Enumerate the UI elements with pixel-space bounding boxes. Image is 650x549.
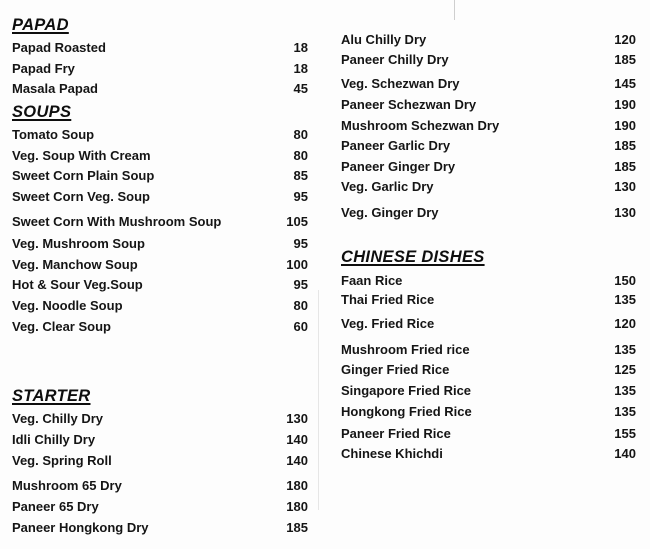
menu-item-price: 140 (286, 432, 308, 447)
menu-item-row (12, 520, 308, 538)
menu-item-name: Faan Rice (341, 273, 403, 288)
menu-item-price: 185 (286, 520, 308, 535)
menu-item-row (341, 32, 636, 50)
menu-item-row (12, 499, 308, 517)
menu-item-row (12, 127, 308, 145)
menu-item-row (12, 277, 308, 295)
menu-item-name: Veg. Manchow Soup (12, 257, 138, 272)
menu-item-name: Singapore Fried Rice (341, 383, 472, 398)
menu-item-row (341, 179, 636, 197)
menu-item-name: Paneer Schezwan Dry (341, 97, 477, 112)
scan-divider-top (454, 0, 455, 20)
menu-item-name: Veg. Fried Rice (341, 316, 435, 331)
menu-item-price: 18 (293, 61, 308, 76)
menu-item-row (341, 383, 636, 401)
menu-item-name: Papad Fry (12, 61, 75, 76)
menu-item-name: Paneer Garlic Dry (341, 138, 451, 153)
scan-divider-left (318, 290, 319, 510)
menu-item-row (12, 189, 308, 207)
section-heading-soups: SOUPS (12, 103, 72, 121)
menu-item-row (341, 159, 636, 177)
menu-item-price: 140 (614, 446, 636, 461)
menu-item-price: 185 (614, 52, 636, 67)
menu-item-name: Paneer Hongkong Dry (12, 520, 149, 535)
menu-item-name: Tomato Soup (12, 127, 95, 142)
menu-item-row (12, 40, 308, 58)
menu-item-row (341, 118, 636, 136)
section-heading-papad: PAPAD (12, 16, 69, 34)
menu-item-row (12, 214, 308, 232)
menu-item-price: 130 (286, 411, 308, 426)
menu-item-name: Paneer 65 Dry (12, 499, 99, 514)
menu-item-price: 125 (614, 362, 636, 377)
menu-item-row (341, 342, 636, 360)
menu-item-name: Mushroom Schezwan Dry (341, 118, 500, 133)
section-heading-chinese-dishes: CHINESE DISHES (341, 248, 485, 266)
menu-item-price: 150 (614, 273, 636, 288)
menu-item-name: Hot & Sour Veg.Soup (12, 277, 143, 292)
menu-item-name: Veg. Mushroom Soup (12, 236, 145, 251)
menu-item-price: 95 (293, 277, 308, 292)
menu-item-price: 120 (614, 32, 636, 47)
menu-item-row (12, 319, 308, 337)
menu-item-price: 145 (614, 76, 636, 91)
menu-item-row (341, 426, 636, 444)
menu-item-row (341, 52, 636, 70)
menu-item-price: 190 (614, 118, 636, 133)
menu-item-price: 130 (614, 205, 636, 220)
menu-item-price: 135 (614, 383, 636, 398)
section-heading-starter: STARTER (12, 387, 91, 405)
menu-item-row (12, 432, 308, 450)
menu-item-name: Veg. Garlic Dry (341, 179, 434, 194)
menu-item-price: 130 (614, 179, 636, 194)
menu-item-row (341, 292, 636, 310)
menu-item-row (12, 61, 308, 79)
menu-item-row (341, 76, 636, 94)
menu-item-name: Chinese Khichdi (341, 446, 443, 461)
menu-item-name: Alu Chilly Dry (341, 32, 427, 47)
menu-item-name: Veg. Schezwan Dry (341, 76, 460, 91)
menu-item-name: Paneer Chilly Dry (341, 52, 449, 67)
menu-item-row (341, 316, 636, 334)
menu-item-name: Paneer Ginger Dry (341, 159, 456, 174)
menu-item-price: 18 (293, 40, 308, 55)
menu-item-name: Ginger Fried Rice (341, 362, 450, 377)
menu-item-price: 120 (614, 316, 636, 331)
menu-item-name: Mushroom 65 Dry (12, 478, 122, 493)
menu-item-row (12, 148, 308, 166)
menu-item-row (12, 257, 308, 275)
menu-item-price: 185 (614, 138, 636, 153)
menu-item-price: 155 (614, 426, 636, 441)
menu-item-name: Thai Fried Rice (341, 292, 435, 307)
menu-item-name: Papad Roasted (12, 40, 106, 55)
menu-item-price: 85 (293, 168, 308, 183)
menu-item-row (12, 236, 308, 254)
menu-item-price: 180 (286, 499, 308, 514)
menu-item-row (12, 298, 308, 316)
menu-item-name: Veg. Spring Roll (12, 453, 112, 468)
menu-item-name: Veg. Ginger Dry (341, 205, 439, 220)
menu-item-price: 45 (293, 81, 308, 96)
menu-item-price: 60 (293, 319, 308, 334)
menu-item-row (12, 168, 308, 186)
menu-item-row (12, 81, 308, 99)
menu-item-name: Veg. Noodle Soup (12, 298, 123, 313)
menu-item-price: 105 (286, 214, 308, 229)
menu-item-price: 180 (286, 478, 308, 493)
menu-item-price: 190 (614, 97, 636, 112)
menu-item-row (341, 362, 636, 380)
menu-item-name: Veg. Soup With Cream (12, 148, 151, 163)
menu-item-row (12, 478, 308, 496)
menu-item-name: Sweet Corn Veg. Soup (12, 189, 150, 204)
menu-item-price: 140 (286, 453, 308, 468)
menu-item-row (12, 411, 308, 429)
menu-item-row (341, 205, 636, 223)
menu-item-name: Masala Papad (12, 81, 98, 96)
menu-item-price: 95 (293, 189, 308, 204)
menu-item-price: 185 (614, 159, 636, 174)
menu-item-name: Veg. Clear Soup (12, 319, 111, 334)
menu-item-name: Veg. Chilly Dry (12, 411, 104, 426)
menu-item-price: 135 (614, 292, 636, 307)
menu-item-name: Mushroom Fried rice (341, 342, 470, 357)
menu-item-price: 95 (293, 236, 308, 251)
menu-item-price: 80 (293, 148, 308, 163)
menu-item-price: 80 (293, 127, 308, 142)
menu-item-row (341, 446, 636, 464)
menu-item-row (341, 404, 636, 422)
menu-item-row (341, 97, 636, 115)
menu-item-price: 135 (614, 404, 636, 419)
menu-item-row (341, 138, 636, 156)
menu-item-name: Sweet Corn With Mushroom Soup (12, 214, 222, 229)
menu-item-price: 80 (293, 298, 308, 313)
menu-item-row (341, 273, 636, 291)
menu-item-name: Sweet Corn Plain Soup (12, 168, 155, 183)
menu-item-price: 135 (614, 342, 636, 357)
menu-item-name: Idli Chilly Dry (12, 432, 96, 447)
menu-item-name: Hongkong Fried Rice (341, 404, 472, 419)
menu-item-name: Paneer Fried Rice (341, 426, 451, 441)
menu-item-row (12, 453, 308, 471)
menu-item-price: 100 (286, 257, 308, 272)
